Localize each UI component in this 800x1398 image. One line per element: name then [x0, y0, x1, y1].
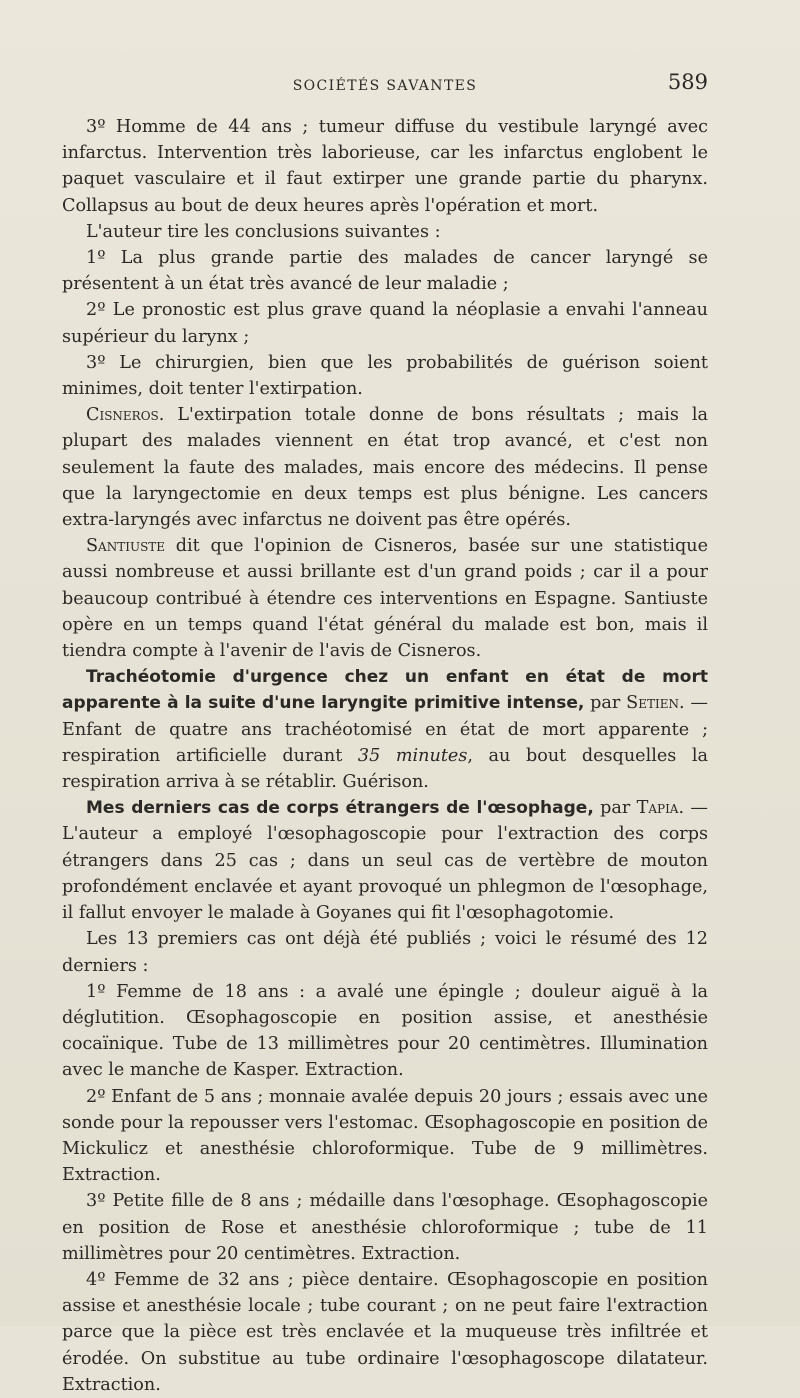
italic-text: 35 minutes [357, 745, 468, 766]
paragraph-text: , au bout desquelles la respiration arriva à se rétablir. Guérison. [62, 745, 708, 793]
paragraph: 2º Enfant de 5 ans ; monnaie avalée depuis 20 jours ; essais avec une sonde pour la repousser vers l'estomac. Œsophagoscopie en position de Mickulicz et anesthésie chloroformique. Tube de 9 millimètres. Extraction. [62, 1086, 708, 1186]
paragraph: 4º Femme de 32 ans ; pièce dentaire. Œsophagoscopie en position assise et anesthésie locale ; tube courant ; on ne peut faire l'extraction parce que la pièce est très enclavée et la muqueuse très infiltrée et érodée. On substitue au tube ordinaire l'œsophagoscope dilatateur. Extraction. [62, 1269, 708, 1395]
section-title: Trachéotomie d'urgence chez un enfant en état de mort apparente à la suite d'une laryngite primitive intense, [62, 667, 708, 714]
paragraph: Les 13 premiers cas ont déjà été publiés ; voici le résumé des 12 derniers : [62, 929, 708, 976]
speaker-name: Cisneros. [86, 405, 165, 426]
paragraph-text: . — Enfant de quatre ans trachéotomisé en état de mort apparente ; respiration artificielle durant [62, 693, 708, 766]
byline-prefix: par [584, 693, 627, 714]
paragraph-text: dit que l'opinion de Cisneros, basée sur une statistique aussi nombreuse et aussi brillante est d'un grand poids ; car il a pour beaucoup contribué à étendre ces interventions en Espagne. Santiuste opère en un temps quand l'état général du malade est bon, mais il tiendra compte à l'avenir de l'avis de Cisneros. [62, 536, 708, 662]
section-title: Mes derniers cas de corps étrangers de l'œsophage, [86, 798, 594, 819]
speaker-name: Santiuste [86, 536, 166, 557]
paragraph-text: . — L'auteur a employé l'œsophagoscopie pour l'extraction des corps étrangers dans 25 cas ; dans un seul cas de vertèbre de mouton profondément enclavée et ayant provoqué un phlegmon de l'œsophage, il fallut envoyer le malade à Goyanes qui fit l'œsophagotomie. [62, 798, 708, 924]
paragraph [62, 402, 708, 533]
paragraph [62, 795, 708, 926]
paragraph: L'auteur tire les conclusions suivantes : [86, 221, 441, 242]
paragraph [62, 533, 708, 664]
paragraph-text: L'extirpation totale donne de bons résultats ; mais la plupart des malades viennent en état trop avancé, et c'est non seulement la faute des malades, mais encore des médecins. Il pense que la laryngectomie en deux temps est plus bénigne. Les cancers extra-laryngés avec infarctus ne doivent pas être opérés. [62, 405, 708, 531]
author-name: Tapia [636, 798, 679, 819]
page-number: 589 [667, 70, 708, 94]
paragraph: 2º Le pronostic est plus grave quand la néoplasie a envahi l'anneau supérieur du larynx ; [62, 300, 708, 347]
paragraph: 3º Homme de 44 ans ; tumeur diffuse du vestibule laryngé avec infarctus. Intervention très laborieuse, car les infarctus englobent le paquet vasculaire et il faut extirper une grande partie du pharynx. Collapsus au bout de deux heures après l'opération et mort. [62, 117, 708, 216]
running-title: SOCIÉTÉS SAVANTES [292, 78, 478, 94]
paragraph: 3º Le chirurgien, bien que les probabilités de guérison soient minimes, doit tenter l'extirpation. [62, 352, 708, 400]
paragraph: 3º Petite fille de 8 ans ; médaille dans l'œsophage. Œsophagoscopie en position de Rose et anesthésie chloroformique ; tube de 11 millimètres pour 20 centimètres. Extraction. [62, 1191, 708, 1264]
paragraph: 1º La plus grande partie des malades de cancer laryngé se présentent à un état très avancé de leur maladie ; [62, 248, 708, 295]
byline-prefix: par [593, 798, 637, 819]
body-text [62, 114, 708, 1398]
page-header [62, 70, 708, 100]
paragraph [62, 664, 708, 795]
paragraph: 1º Femme de 18 ans : a avalé une épingle ; douleur aiguë à la déglutition. Œsophagoscopie en position assise, et anesthésie cocaïnique. Tube de 13 millimètres pour 20 centimètres. Illumination avec le manche de Kasper. Extraction. [62, 981, 708, 1081]
author-name: Setien [626, 693, 679, 714]
